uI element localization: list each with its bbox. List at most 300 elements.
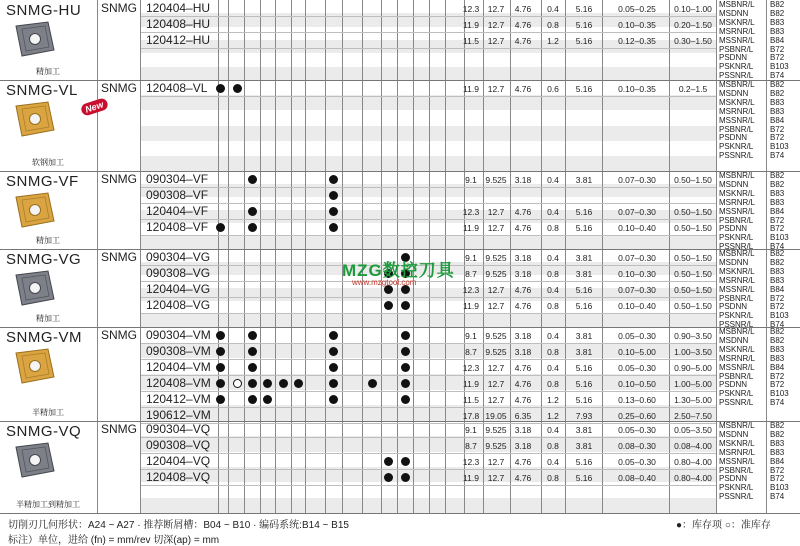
filled-circle-icon [329, 191, 338, 200]
spec-r: 0.4 [547, 207, 559, 217]
watermark-url: www.mzgtool.com [352, 278, 417, 287]
spec-s: 3.18 [514, 175, 532, 185]
page-ref: B82 [770, 88, 785, 98]
series-label: SNMG [101, 172, 137, 186]
holder-code: MSBNR/L [719, 327, 755, 336]
row-divider [141, 437, 716, 438]
insert-model: 120404–VG [146, 282, 211, 296]
holder-code: PSKNR/L [719, 311, 754, 321]
spec-r: 0.4 [547, 4, 559, 14]
spec-ap: 0.50–1.50 [674, 223, 712, 233]
holder-code: MSKNR/L [719, 266, 755, 276]
spec-r: 0.6 [547, 84, 559, 94]
footer-note: 切削刃几何形状：A24 ~ A27 · 推荐断屑槽：B04 ~ B10 · 编码系统:B14 ~ B15 [8, 520, 349, 531]
watermark-title: MZG数控刀具 [342, 261, 455, 280]
series-label: SNMG [101, 1, 137, 15]
page-ref: B83 [770, 26, 785, 36]
spec-d: 9.1 [465, 253, 477, 263]
insert-image [12, 269, 56, 307]
holder-code: PSBNR/L [719, 124, 754, 134]
insert-model: 090308–VM [146, 344, 211, 358]
spec-s: 4.76 [514, 363, 532, 373]
spec-f: 0.07–0.30 [618, 207, 656, 217]
holder-code: PSKNR/L [719, 233, 754, 243]
group-subtitle: 半精加工 [32, 408, 64, 417]
spec-l: 12.7 [487, 285, 505, 295]
holder-code: PSDNN [719, 302, 748, 312]
spec-d1: 3.81 [575, 441, 593, 451]
page-ref: B72 [770, 380, 785, 390]
spec-ap: 0.50–1.50 [674, 175, 712, 185]
holder-code: MSBNR/L [719, 80, 755, 89]
filled-circle-icon [294, 379, 303, 388]
page-ref: B82 [770, 0, 785, 9]
spec-ap: 0.08–4.00 [674, 441, 712, 451]
page-ref: B103 [770, 389, 789, 399]
spec-f: 0.10–0.30 [618, 269, 656, 279]
holder-code: MSDNN [719, 88, 749, 98]
insert-model: 090304–VF [146, 172, 209, 186]
filled-circle-icon [401, 457, 410, 466]
spec-d: 11.5 [463, 36, 479, 46]
filled-circle-icon [384, 473, 393, 482]
spec-d1: 5.16 [575, 457, 593, 467]
spec-s: 6.35 [514, 411, 532, 421]
spec-l: 9.525 [485, 425, 507, 435]
row-divider [141, 235, 716, 236]
spec-f: 0.10–0.35 [618, 84, 656, 94]
series-label: SNMG [101, 422, 137, 436]
spec-r: 0.8 [547, 441, 559, 451]
holder-code: PSKNR/L [719, 142, 754, 152]
filled-circle-icon [401, 347, 410, 356]
holder-code: MSSNR/L [719, 362, 755, 372]
filled-circle-icon [329, 395, 338, 404]
spec-d: 12.3 [462, 285, 480, 295]
row-divider [141, 469, 716, 470]
series-label: SNMG [101, 81, 137, 95]
page-ref: B82 [770, 179, 785, 189]
page-ref: B83 [770, 188, 785, 198]
spec-d1: 5.16 [575, 285, 593, 295]
spec-d1: 3.81 [575, 253, 593, 263]
insert-model: 120404–VM [146, 360, 211, 374]
footer-legend: ●：库存项 ○：准库存 [676, 520, 771, 531]
spec-s: 3.18 [514, 347, 532, 357]
page-ref: B72 [770, 124, 785, 134]
holder-code: PSKNR/L [719, 62, 754, 72]
filled-circle-icon [401, 363, 410, 372]
row-divider [141, 219, 716, 220]
holder-code: PSBNR/L [719, 293, 754, 303]
holder-code: PSKNR/L [719, 389, 754, 399]
spec-f: 0.08–0.40 [618, 473, 656, 483]
holder-code: PSSNR/L [719, 320, 754, 330]
spec-r: 0.8 [547, 473, 559, 483]
row-divider [141, 485, 716, 486]
insert-image [12, 191, 56, 229]
holder-code: MSDNN [719, 429, 749, 439]
spec-l: 9.525 [485, 347, 507, 357]
filled-circle-icon [248, 395, 257, 404]
spec-s: 4.76 [514, 84, 532, 94]
group-subtitle: 精加工 [36, 67, 60, 76]
page-ref: B83 [770, 197, 785, 207]
filled-circle-icon [329, 175, 338, 184]
spec-d1: 5.16 [575, 395, 593, 405]
spec-r: 0.8 [547, 379, 559, 389]
page-ref: B84 [770, 362, 785, 372]
filled-circle-icon [329, 331, 338, 340]
spec-ap: 0.50–1.50 [674, 207, 712, 217]
spec-ap: 1.30–5.00 [674, 395, 712, 405]
spec-ap: 0.50–1.50 [674, 301, 712, 311]
holder-code: PSSNR/L [719, 151, 754, 161]
spec-d1: 5.16 [575, 473, 593, 483]
group-title: SNMG-VL [6, 82, 78, 99]
spec-d: 12.3 [462, 363, 480, 373]
holder-code: MSKNR/L [719, 97, 755, 107]
page-ref: B82 [770, 429, 785, 439]
insert-model: 120412–VM [146, 392, 211, 406]
holder-code: MSSNR/L [719, 206, 755, 216]
page-ref: B83 [770, 266, 785, 276]
row-divider [141, 313, 716, 314]
page-ref: B82 [770, 327, 785, 336]
spec-ap: 0.50–1.50 [674, 269, 712, 279]
spec-s: 4.76 [514, 301, 532, 311]
holder-code: PSSNR/L [719, 398, 754, 408]
spec-d: 8.7 [465, 441, 477, 451]
spec-f: 0.10–0.40 [618, 223, 656, 233]
spec-s: 4.76 [514, 223, 532, 233]
row-divider [141, 297, 716, 298]
insert-model: 120404–VQ [146, 454, 211, 468]
spec-f: 0.05–0.30 [618, 331, 656, 341]
spec-s: 3.18 [514, 331, 532, 341]
spec-d: 12.3 [462, 4, 480, 14]
spec-l: 12.7 [487, 457, 505, 467]
spec-ap: 0.20–1.50 [674, 20, 712, 30]
row-divider [141, 391, 716, 392]
spec-d: 12.3 [462, 207, 480, 217]
filled-circle-icon [248, 223, 257, 232]
spec-r: 0.4 [547, 253, 559, 263]
group-title: SNMG-VQ [6, 423, 82, 440]
holder-code: MSBNR/L [719, 249, 755, 258]
row-divider [141, 407, 716, 408]
holder-code: MSRNR/L [719, 447, 756, 457]
spec-d: 12.3 [462, 457, 480, 467]
filled-circle-icon [216, 223, 225, 232]
filled-circle-icon [216, 84, 225, 93]
page-ref: B103 [770, 233, 789, 243]
page-ref: B72 [770, 474, 785, 484]
spec-r: 1.2 [547, 36, 559, 46]
spec-l: 12.7 [487, 223, 505, 233]
filled-circle-icon [384, 301, 393, 310]
insert-model: 190612–VM [146, 408, 211, 422]
holder-code: MSDNN [719, 179, 749, 189]
filled-circle-icon [329, 379, 338, 388]
page-ref: B72 [770, 302, 785, 312]
page-ref: B83 [770, 353, 785, 363]
page-ref: B83 [770, 344, 785, 354]
insert-model: 120408–VF [146, 220, 209, 234]
filled-circle-icon [384, 457, 393, 466]
group-title: SNMG-VM [6, 329, 82, 346]
page-ref: B84 [770, 35, 785, 45]
filled-circle-icon [401, 395, 410, 404]
row-divider [141, 187, 716, 188]
insert-model: 120404–HU [146, 1, 211, 15]
holder-code: PSSNR/L [719, 71, 754, 81]
spec-ap: 0.80–4.00 [674, 457, 712, 467]
spec-d1: 5.16 [575, 36, 593, 46]
spec-f: 0.13–0.60 [618, 395, 656, 405]
page-ref: B83 [770, 438, 785, 448]
page-ref: B82 [770, 80, 785, 89]
holder-code: MSBNR/L [719, 421, 755, 430]
holder-code: MSSNR/L [719, 456, 755, 466]
holder-code: MSKNR/L [719, 344, 755, 354]
spec-l: 12.7 [487, 379, 505, 389]
spec-s: 4.76 [514, 457, 532, 467]
insert-model: 120408–HU [146, 17, 211, 31]
holder-code: PSDNN [719, 380, 748, 390]
filled-circle-icon [248, 363, 257, 372]
filled-circle-icon [248, 207, 257, 216]
spec-f: 0.12–0.35 [618, 36, 656, 46]
insert-model: 090304–VM [146, 328, 211, 342]
spec-s: 3.18 [514, 253, 532, 263]
spec-d: 9.1 [465, 425, 477, 435]
spec-f: 0.05–0.30 [618, 425, 656, 435]
insert-model: 120408–VG [146, 298, 211, 312]
spec-s: 4.76 [514, 285, 532, 295]
row-divider [141, 96, 716, 97]
page-ref: B83 [770, 106, 785, 116]
filled-circle-icon [248, 379, 257, 388]
page-ref: B72 [770, 133, 785, 143]
spec-r: 0.8 [547, 347, 559, 357]
row-divider [141, 203, 716, 204]
spec-s: 4.76 [514, 36, 532, 46]
spec-d: 8.7 [465, 269, 477, 279]
holder-code: PSDNN [719, 53, 748, 63]
insert-model: 090308–VG [146, 266, 211, 280]
spec-ap: 0.50–1.50 [674, 253, 712, 263]
page-ref: B72 [770, 53, 785, 63]
spec-f: 0.25–0.60 [618, 411, 656, 421]
page-ref: B74 [770, 71, 785, 81]
spec-r: 1.2 [547, 395, 559, 405]
filled-circle-icon [329, 223, 338, 232]
holder-code: MSDNN [719, 8, 749, 18]
spec-d1: 3.81 [575, 347, 593, 357]
spec-d1: 5.16 [575, 4, 593, 14]
filled-circle-icon [401, 473, 410, 482]
spec-d: 11.9 [463, 301, 479, 311]
page-ref: B74 [770, 398, 785, 408]
insert-model: 120408–VL [146, 81, 208, 95]
holder-code: MSBNR/L [719, 0, 755, 9]
filled-circle-icon [263, 395, 272, 404]
spec-s: 4.76 [514, 379, 532, 389]
insert-image [12, 347, 56, 385]
holder-code: PSSNR/L [719, 242, 754, 252]
page-ref: B82 [770, 335, 785, 345]
spec-l: 9.525 [485, 441, 507, 451]
holder-code: PSBNR/L [719, 44, 754, 54]
row-divider [141, 16, 716, 17]
spec-d: 8.7 [465, 347, 477, 357]
grid-vline [766, 0, 767, 513]
holder-code: PSBNR/L [719, 215, 754, 225]
holder-code: MSKNR/L [719, 188, 755, 198]
spec-f: 0.05–0.30 [618, 457, 656, 467]
spec-l: 12.7 [487, 207, 505, 217]
group-divider [0, 513, 800, 514]
spec-r: 0.8 [547, 301, 559, 311]
series-label: SNMG [101, 328, 137, 342]
page-ref: B72 [770, 293, 785, 303]
spec-f: 0.07–0.30 [618, 285, 656, 295]
row-divider [141, 281, 716, 282]
group-subtitle: 软钢加工 [32, 158, 64, 167]
filled-circle-icon [401, 331, 410, 340]
holder-code: MSDNN [719, 257, 749, 267]
spec-ap: 0.50–1.50 [674, 285, 712, 295]
row-divider [141, 32, 716, 33]
spec-f: 0.07–0.30 [618, 175, 656, 185]
group-subtitle: 半精加工到精加工 [16, 500, 80, 509]
spec-d: 11.9 [463, 20, 479, 30]
holder-code: MSRNR/L [719, 106, 756, 116]
spec-ap: 0.30–1.50 [674, 36, 712, 46]
row-divider [141, 423, 716, 424]
filled-circle-icon [216, 363, 225, 372]
new-badge: New [80, 97, 109, 117]
filled-circle-icon [216, 379, 225, 388]
filled-circle-icon [401, 379, 410, 388]
spec-l: 12.7 [487, 473, 505, 483]
page-ref: B83 [770, 447, 785, 457]
holder-code: MSKNR/L [719, 17, 755, 27]
insert-model: 090304–VQ [146, 422, 211, 436]
filled-circle-icon [368, 379, 377, 388]
spec-l: 19.05 [485, 411, 507, 421]
spec-l: 9.525 [485, 269, 507, 279]
insert-model: 090304–VG [146, 250, 211, 264]
spec-r: 0.8 [547, 20, 559, 30]
page-ref: B84 [770, 284, 785, 294]
spec-s: 4.76 [514, 473, 532, 483]
page-ref: B82 [770, 171, 785, 180]
spec-d1: 5.16 [575, 379, 593, 389]
spec-d1: 5.16 [575, 363, 593, 373]
page-ref: B103 [770, 142, 789, 152]
spec-s: 4.76 [514, 4, 532, 14]
spec-ap: 0.2–1.5 [678, 84, 708, 94]
spec-d1: 5.16 [575, 207, 593, 217]
filled-circle-icon [216, 347, 225, 356]
filled-circle-icon [233, 84, 242, 93]
page-ref: B83 [770, 17, 785, 27]
filled-circle-icon [401, 301, 410, 310]
spec-d1: 5.16 [575, 301, 593, 311]
spec-r: 0.8 [547, 269, 559, 279]
spec-r: 0.4 [547, 425, 559, 435]
page-ref: B72 [770, 371, 785, 381]
insert-model: 090308–VF [146, 188, 209, 202]
page-ref: B84 [770, 206, 785, 216]
page-ref: B103 [770, 483, 789, 493]
spec-ap: 0.80–4.00 [674, 473, 712, 483]
spec-ap: 1.00–5.00 [674, 379, 712, 389]
spec-r: 0.8 [547, 223, 559, 233]
group-title: SNMG-HU [6, 2, 82, 19]
holder-code: MSRNR/L [719, 197, 756, 207]
spec-s: 4.76 [514, 395, 532, 405]
spec-d: 17.8 [462, 411, 480, 421]
spec-r: 0.4 [547, 457, 559, 467]
spec-l: 9.525 [485, 331, 507, 341]
spec-f: 0.10–5.00 [618, 347, 656, 357]
row-divider [141, 375, 716, 376]
insert-model: 120412–HU [146, 33, 211, 47]
filled-circle-icon [279, 379, 288, 388]
spec-l: 12.7 [487, 36, 505, 46]
insert-model: 090308–VQ [146, 438, 211, 452]
holder-code: PSDNN [719, 224, 748, 234]
holder-code: PSSNR/L [719, 492, 754, 502]
group-subtitle: 精加工 [36, 236, 60, 245]
row-divider [141, 453, 716, 454]
spec-ap: 0.90–5.00 [674, 363, 712, 373]
spec-s: 4.76 [514, 207, 532, 217]
page-ref: B82 [770, 8, 785, 18]
spec-d1: 5.16 [575, 84, 593, 94]
spec-d: 9.1 [465, 175, 477, 185]
insert-model: 120404–VF [146, 204, 209, 218]
holder-code: MSBNR/L [719, 171, 755, 180]
row-divider [141, 343, 716, 344]
filled-circle-icon [329, 207, 338, 216]
group-subtitle: 精加工 [36, 314, 60, 323]
filled-circle-icon [263, 379, 272, 388]
spec-s: 3.18 [514, 441, 532, 451]
row-divider [141, 359, 716, 360]
holder-code: MSSNR/L [719, 284, 755, 294]
spec-f: 0.05–0.30 [618, 363, 656, 373]
page-ref: B82 [770, 257, 785, 267]
spec-l: 9.525 [485, 175, 507, 185]
spec-d: 11.5 [463, 395, 479, 405]
spec-f: 0.08–0.30 [618, 441, 656, 451]
spec-r: 0.4 [547, 363, 559, 373]
spec-r: 0.4 [547, 331, 559, 341]
holder-code: PSBNR/L [719, 465, 754, 475]
spec-s: 3.18 [514, 425, 532, 435]
spec-d: 11.9 [463, 379, 479, 389]
holder-code: MSRNR/L [719, 26, 756, 36]
holder-code: MSDNN [719, 335, 749, 345]
spec-d: 11.9 [463, 84, 479, 94]
page-ref: B74 [770, 151, 785, 161]
filled-circle-icon [329, 363, 338, 372]
page-ref: B72 [770, 215, 785, 225]
